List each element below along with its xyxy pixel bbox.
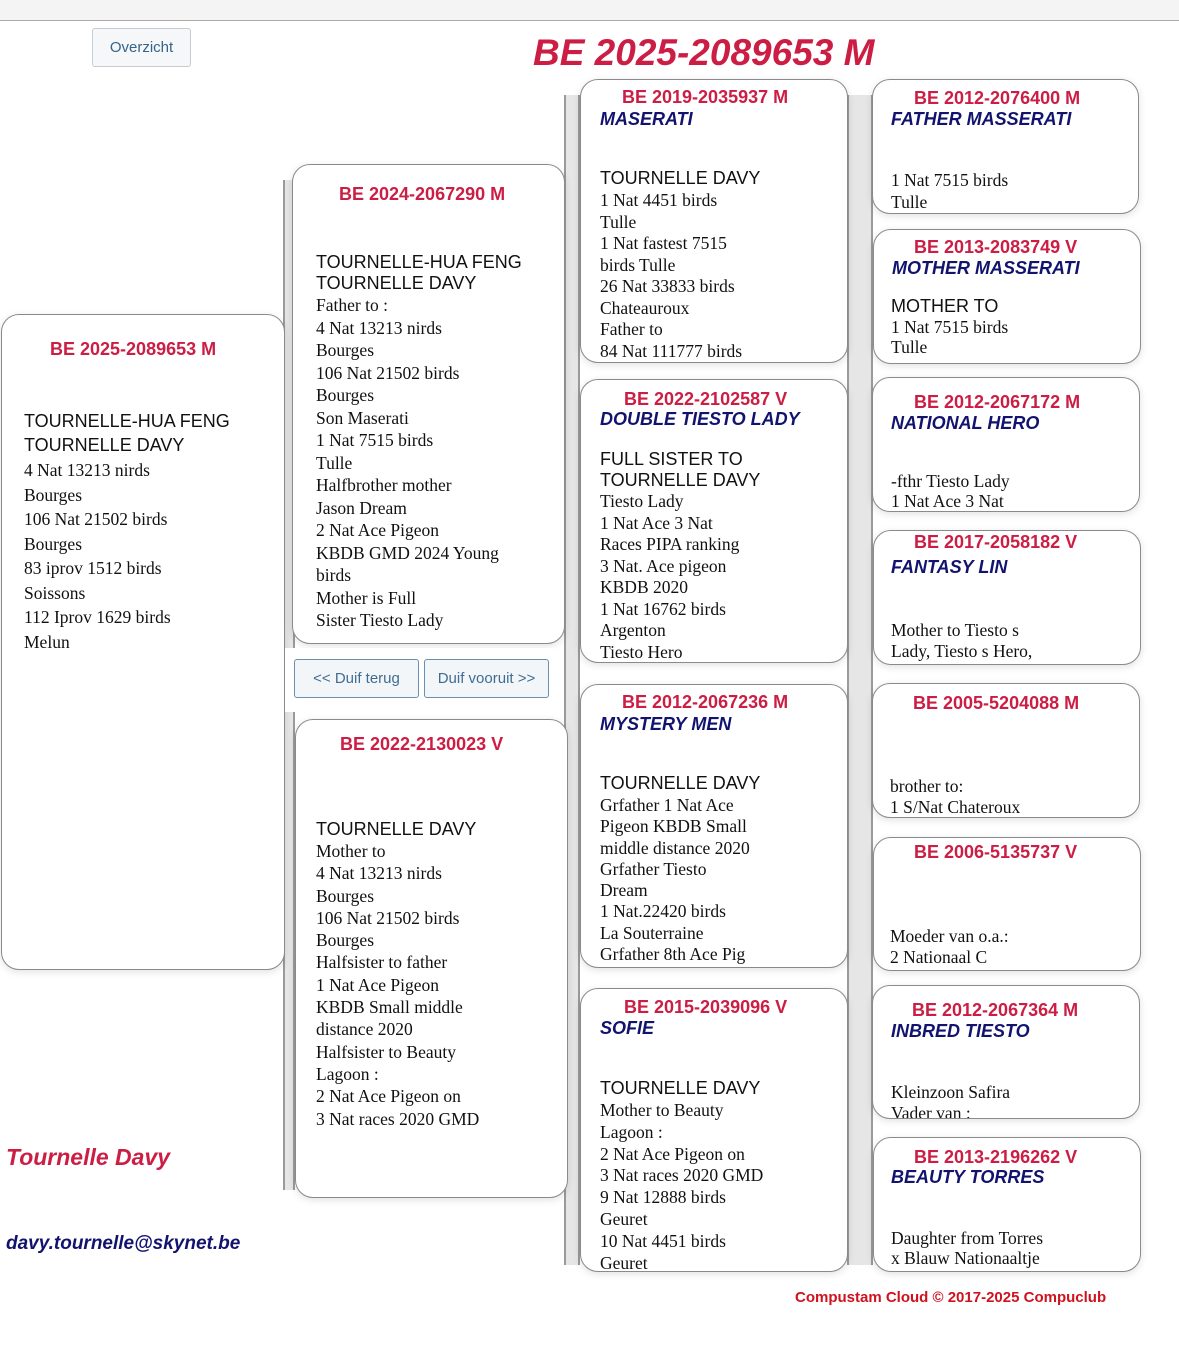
description-line: Mother to (316, 841, 386, 861)
owner-line: TOURNELLE DAVY (316, 819, 477, 839)
owner-line: TOURNELLE DAVY (316, 273, 477, 293)
description-line: 112 Iprov 1629 birds (24, 607, 171, 627)
description-line: 4 Nat 13213 nirds (24, 460, 150, 480)
description-line: Geuret (600, 1252, 648, 1272)
description-line: 26 Nat 33833 birds (600, 276, 735, 296)
description-line: Father to : (316, 295, 388, 315)
description-line: Grfather 1 Nat Ace (600, 795, 734, 815)
owner-line: TOURNELLE DAVY (600, 470, 761, 490)
pigeon-name: SOFIE (600, 1018, 655, 1038)
owner-line: TOURNELLE DAVY (600, 773, 761, 793)
description-line: 1 Nat fastest 7515 (600, 233, 727, 253)
description-line: 3 Nat races 2020 GMD (600, 1165, 764, 1186)
subject-pigeon-card[interactable] (1, 314, 285, 970)
description-line: 2 Nationaal C (890, 946, 988, 967)
ring-number: BE 2013-2196262 V (914, 1147, 1078, 1167)
breeder-name: Tournelle Davy (6, 1144, 171, 1170)
description-line: 4 Nat 13213 nirds (316, 317, 442, 338)
ring-number: BE 2005-5204088 M (913, 693, 1080, 713)
description-line: Bourges (316, 885, 375, 906)
description-line: Halfsister to Beauty (316, 1041, 456, 1062)
pigeon-name: MASERATI (600, 109, 693, 129)
description-line: Chateauroux (600, 297, 690, 318)
owner-lines (600, 449, 760, 491)
pigeon-name: MYSTERY MEN (600, 714, 732, 734)
pigeon-description (600, 190, 742, 362)
description-line: Argenton (600, 620, 666, 640)
description-line: middle distance 2020 (600, 837, 750, 858)
description-line: Bourges (316, 385, 375, 405)
description-line: Bourges (316, 340, 375, 360)
description-line: Geuret (600, 1208, 648, 1229)
description-line: Father to (600, 319, 663, 339)
description-line: Tulle (316, 452, 353, 473)
previous-pigeon-button[interactable]: << Duif terug (294, 659, 419, 698)
connector-grandparents-greatgrandparents (847, 95, 873, 1265)
description-line: Kleinzoon Safira (891, 1082, 1011, 1102)
description-line: Tulle (600, 211, 637, 232)
pigeon-description (24, 458, 171, 654)
description-line: Mother to Beauty (600, 1100, 724, 1120)
browser-top-bar (0, 0, 1179, 21)
owner-lines (316, 252, 522, 294)
description-line: 9 Nat 12888 birds (600, 1187, 726, 1208)
description-line: Dream (600, 880, 648, 901)
great-grandparent-card[interactable] (873, 1137, 1141, 1272)
owner-lines (600, 773, 760, 794)
pigeon-description (891, 472, 1010, 511)
description-line: 2 Nat Ace Pigeon (316, 520, 439, 540)
pigeon-description (891, 1229, 1043, 1268)
ring-number: BE 2019-2035937 M (622, 87, 789, 107)
description-line: 1 Nat.22420 birds (600, 901, 726, 922)
mother-pigeon-card[interactable] (295, 719, 568, 1198)
pigeon-description (890, 776, 1020, 818)
description-line: 1 Nat 7515 birds (891, 170, 1009, 190)
description-line: Lagoon : (316, 1063, 379, 1084)
description-line: distance 2020 (316, 1019, 413, 1040)
great-grandparent-card[interactable] (873, 837, 1141, 971)
great-grandparent-card[interactable] (872, 377, 1140, 512)
owner-lines (600, 168, 760, 189)
ring-number: BE 2017-2058182 V (914, 532, 1078, 552)
pigeon-description (891, 170, 1008, 213)
owner-line: MOTHER TO (891, 296, 999, 316)
pigeon-description (891, 1082, 1010, 1119)
description-line: 84 Nat 111777 birds (600, 340, 743, 361)
owner-line: TOURNELLE-HUA FENG (316, 252, 522, 272)
description-line: 1 Nat 7515 birds (316, 430, 434, 450)
description-line: birds (316, 565, 351, 585)
ring-number: BE 2012-2067236 M (622, 692, 789, 712)
grandparent-card[interactable] (580, 988, 848, 1272)
great-grandparent-card[interactable] (873, 530, 1141, 665)
description-line: Tiesto Lady (600, 491, 684, 511)
description-line: Lady, Tiesto s Hero, (891, 640, 1033, 661)
description-line: 2 Nat Ace Pigeon on (316, 1086, 461, 1107)
description-line: 1 Nat 7515 birds (891, 317, 1009, 337)
description-line: Tiesto Hero (600, 641, 683, 662)
description-line: Melun (24, 631, 70, 652)
ring-number: BE 2012-2067172 M (914, 392, 1081, 412)
description-line: Jason Dream (316, 497, 407, 518)
description-line: birds Tulle (600, 254, 676, 275)
description-line: 106 Nat 21502 birds (316, 907, 460, 928)
description-line: Vader van : (891, 1102, 971, 1119)
description-line: 106 Nat 21502 birds (316, 362, 460, 383)
owner-line: TOURNELLE DAVY (600, 168, 761, 188)
ring-number: BE 2025-2089653 M (50, 339, 217, 359)
grandparent-card[interactable] (580, 79, 848, 363)
father-pigeon-card[interactable] (292, 164, 565, 644)
description-line: 3 Nat. Ace pigeon (600, 555, 727, 576)
description-line: Mother to Tiesto s (891, 620, 1019, 640)
pigeon-description (891, 620, 1032, 661)
great-grandparent-card[interactable] (872, 683, 1140, 818)
pigeon-description (600, 1100, 763, 1272)
pigeon-name: INBRED TIESTO (891, 1021, 1030, 1041)
owner-lines (24, 409, 230, 457)
description-line: 1 Nat Ace 3 Nat (891, 490, 1004, 511)
ring-number: BE 2022-2130023 V (340, 734, 504, 754)
description-line: Bourges (24, 533, 83, 554)
owner-line: FULL SISTER TO (600, 449, 743, 469)
pigeon-name: MOTHER MASSERATI (892, 258, 1080, 278)
great-grandparent-card[interactable] (872, 985, 1140, 1119)
description-line: Lagoon : (600, 1121, 663, 1142)
description-line: -fthr Tiesto Lady (891, 471, 1010, 491)
description-line: 83 iprov 1512 birds (24, 558, 162, 578)
owner-line: TOURNELLE DAVY (600, 1078, 761, 1098)
description-line: Pigeon KBDB Small (600, 816, 747, 837)
description-line: KBDB GMD 2024 Young (316, 542, 499, 563)
description-line: Moeder van o.a.: (890, 926, 1009, 946)
description-line: Bourges (316, 930, 375, 951)
description-line: 1 Nat Ace 3 Nat (600, 512, 713, 533)
pigeon-name: NATIONAL HERO (891, 413, 1040, 433)
owner-line: TOURNELLE DAVY (24, 435, 185, 455)
page-title: BE 2025-2089653 M (533, 32, 875, 73)
description-line: Mother is Full (316, 587, 417, 608)
next-pigeon-button[interactable]: Duif vooruit >> (424, 659, 549, 698)
owner-lines (316, 819, 476, 840)
description-line: Tulle (891, 191, 928, 212)
description-line: Soissons (24, 582, 86, 603)
pigeon-description (316, 840, 479, 1130)
description-line: brother to: (890, 776, 964, 796)
grandparent-card[interactable] (580, 684, 848, 968)
great-grandparent-card[interactable] (872, 79, 1139, 214)
owner-lines (600, 1078, 760, 1099)
description-line: Grfather 8th Ace Pig (600, 944, 746, 965)
pigeon-description (316, 294, 499, 632)
description-line: Daughter from Torres (891, 1228, 1044, 1248)
description-line: Races PIPA ranking (600, 534, 740, 554)
copyright-notice: Compustam Cloud © 2017-2025 Compuclub (795, 1289, 1107, 1306)
ring-number: BE 2012-2067364 M (912, 1000, 1079, 1020)
description-line: La Souterraine (600, 922, 704, 943)
description-line: 10 Nat 4451 birds (600, 1230, 726, 1251)
ring-number: BE 2013-2083749 V (914, 237, 1078, 257)
description-line: 1 S/Nat Chateroux (890, 797, 1021, 817)
pigeon-name: FATHER MASSERATI (891, 109, 1072, 129)
pigeon-description (600, 795, 750, 965)
description-line: 106 Nat 21502 birds (24, 509, 168, 529)
description-line: Halfbrother mother (316, 475, 452, 495)
description-line: 1 Nat 16762 birds (600, 598, 726, 619)
description-line: Sister Tiesto Lady (316, 610, 444, 630)
pigeon-name: BEAUTY TORRES (891, 1167, 1045, 1187)
description-line: 1 Nat 4451 birds (600, 190, 718, 210)
description-line: Grfather Tiesto (600, 858, 707, 879)
pigeon-name: FANTASY LIN (891, 557, 1008, 577)
description-line: 3 Nat races 2020 GMD (316, 1108, 480, 1129)
ring-number: BE 2015-2039096 V (624, 997, 788, 1017)
description-line: 1 Nat Ace Pigeon (316, 974, 439, 995)
owner-line: TOURNELLE-HUA FENG (24, 411, 230, 431)
owner-lines (891, 296, 998, 317)
ring-number: BE 2006-5135737 V (914, 842, 1078, 862)
pigeon-description (891, 317, 1008, 357)
description-line: 2 Nat Ace Pigeon on (600, 1143, 745, 1164)
pigeon-name: DOUBLE TIESTO LADY (600, 409, 800, 429)
description-line: KBDB 2020 (600, 577, 688, 597)
breeder-email-link[interactable]: davy.tournelle@skynet.be (6, 1233, 241, 1254)
description-line: Bourges (24, 484, 83, 505)
grandparent-card[interactable] (580, 379, 848, 663)
ring-number: BE 2012-2076400 M (914, 88, 1081, 108)
pigeon-description (890, 926, 1009, 967)
great-grandparent-card[interactable] (873, 229, 1141, 364)
description-line: Tulle (891, 337, 928, 357)
ring-number: BE 2022-2102587 V (624, 389, 788, 409)
description-line: KBDB Small middle (316, 997, 463, 1018)
ring-number: BE 2024-2067290 M (339, 184, 506, 204)
description-line: x Blauw Nationaaltje (891, 1247, 1040, 1268)
description-line: Halfsister to father (316, 952, 448, 973)
description-line: Son Maserati (316, 407, 409, 428)
description-line: 4 Nat 13213 nirds (316, 863, 442, 884)
pigeon-description (600, 491, 739, 663)
overview-button[interactable]: Overzicht (92, 28, 191, 67)
